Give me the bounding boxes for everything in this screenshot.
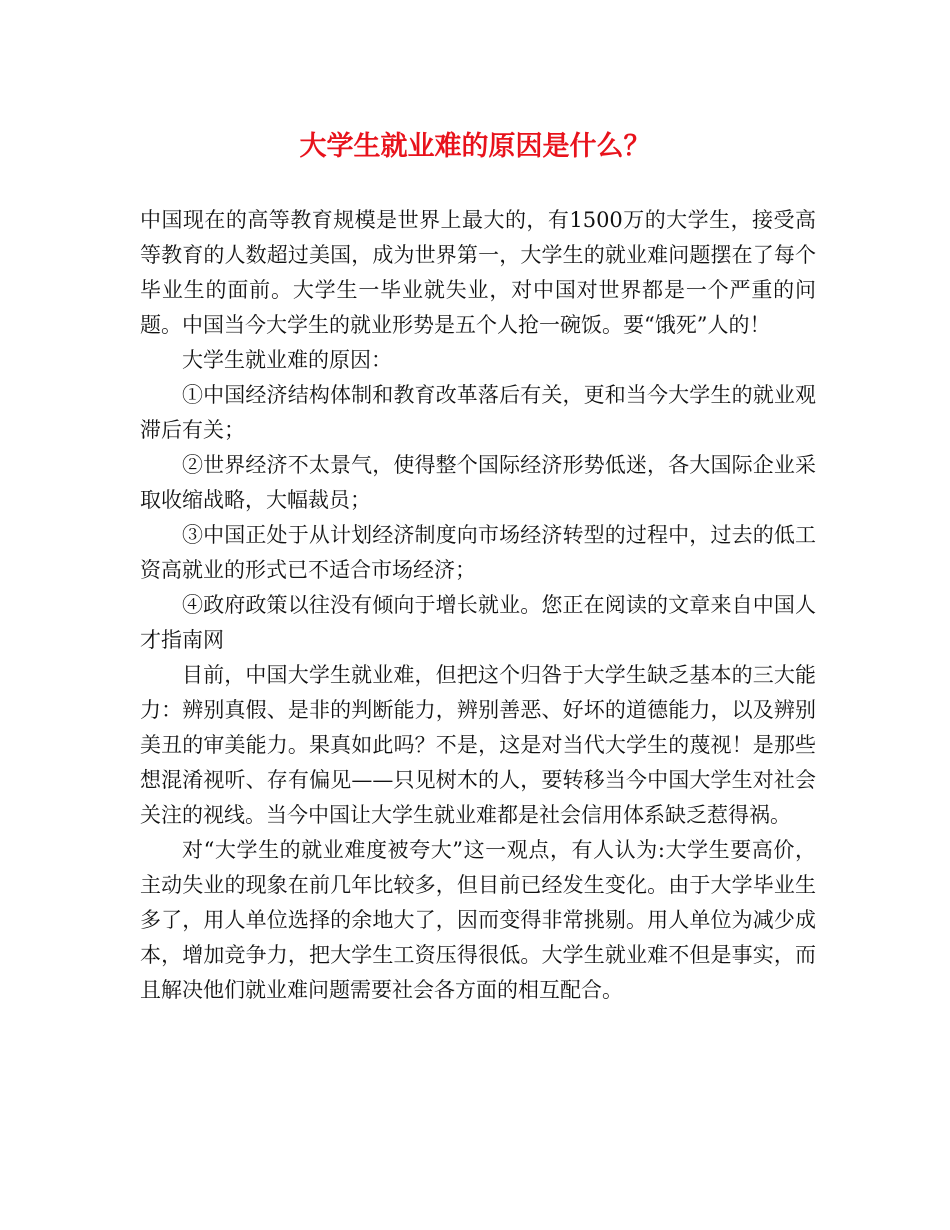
paragraph-reason-2: ②世界经济不太景气，使得整个国际经济形势低迷，各大国际企业采取收缩战略，大幅裁员；	[140, 453, 816, 512]
document-body	[140, 203, 816, 1008]
paragraph-reason-3: ③中国正处于从计划经济制度向市场经济转型的过程中，过去的低工资高就业的形式已不适合市场经济；	[140, 523, 816, 582]
document-title: 大学生就业难的原因是什么？	[299, 131, 651, 162]
paragraph-reason-1: ①中国经济结构体制和教育改革落后有关，更和当今大学生的就业观滞后有关；	[140, 383, 816, 442]
paragraph-reason-4: ④政府政策以往没有倾向于增长就业。您正在阅读的文章来自中国人才指南网	[140, 593, 816, 652]
paragraph-current-situation: 目前，中国大学生就业难，但把这个归咎于大学生缺乏基本的三大能力：辨别真假、是非的判断能力，辨别善恶、好坏的道德能力，以及辨别美丑的审美能力。果真如此吗？不是，这是对当代大学生的蔑视！是那些想混淆视听、存有偏见——只见树木的人，要转移当今中国大学生对社会关注的视线。当今中国让大学生就业难都是社会信用体系缺乏惹得祸。	[140, 663, 816, 827]
paragraph-intro: 中国现在的高等教育规模是世界上最大的，有1500万的大学生，接受高等教育的人数超过美国，成为世界第一，大学生的就业难问题摆在了每个毕业生的面前。大学生一毕业就失业，对中国对世界都是一个严重的问题。中国当今大学生的就业形势是五个人抢一碗饭。要“饿死”人的！	[140, 208, 816, 337]
paragraph-reasons-heading: 大学生就业难的原因：	[182, 348, 392, 372]
paragraph-counterpoint: 对“大学生的就业难度被夸大”这一观点，有人认为:大学生要高价，主动失业的现象在前几年比较多，但目前已经发生变化。由于大学毕业生多了，用人单位选择的余地大了，因而变得非常挑剔。用人单位为减少成本，增加竞争力，把大学生工资压得很低。大学生就业难不但是事实，而且解决他们就业难问题需要社会各方面的相互配合。	[140, 838, 816, 1002]
